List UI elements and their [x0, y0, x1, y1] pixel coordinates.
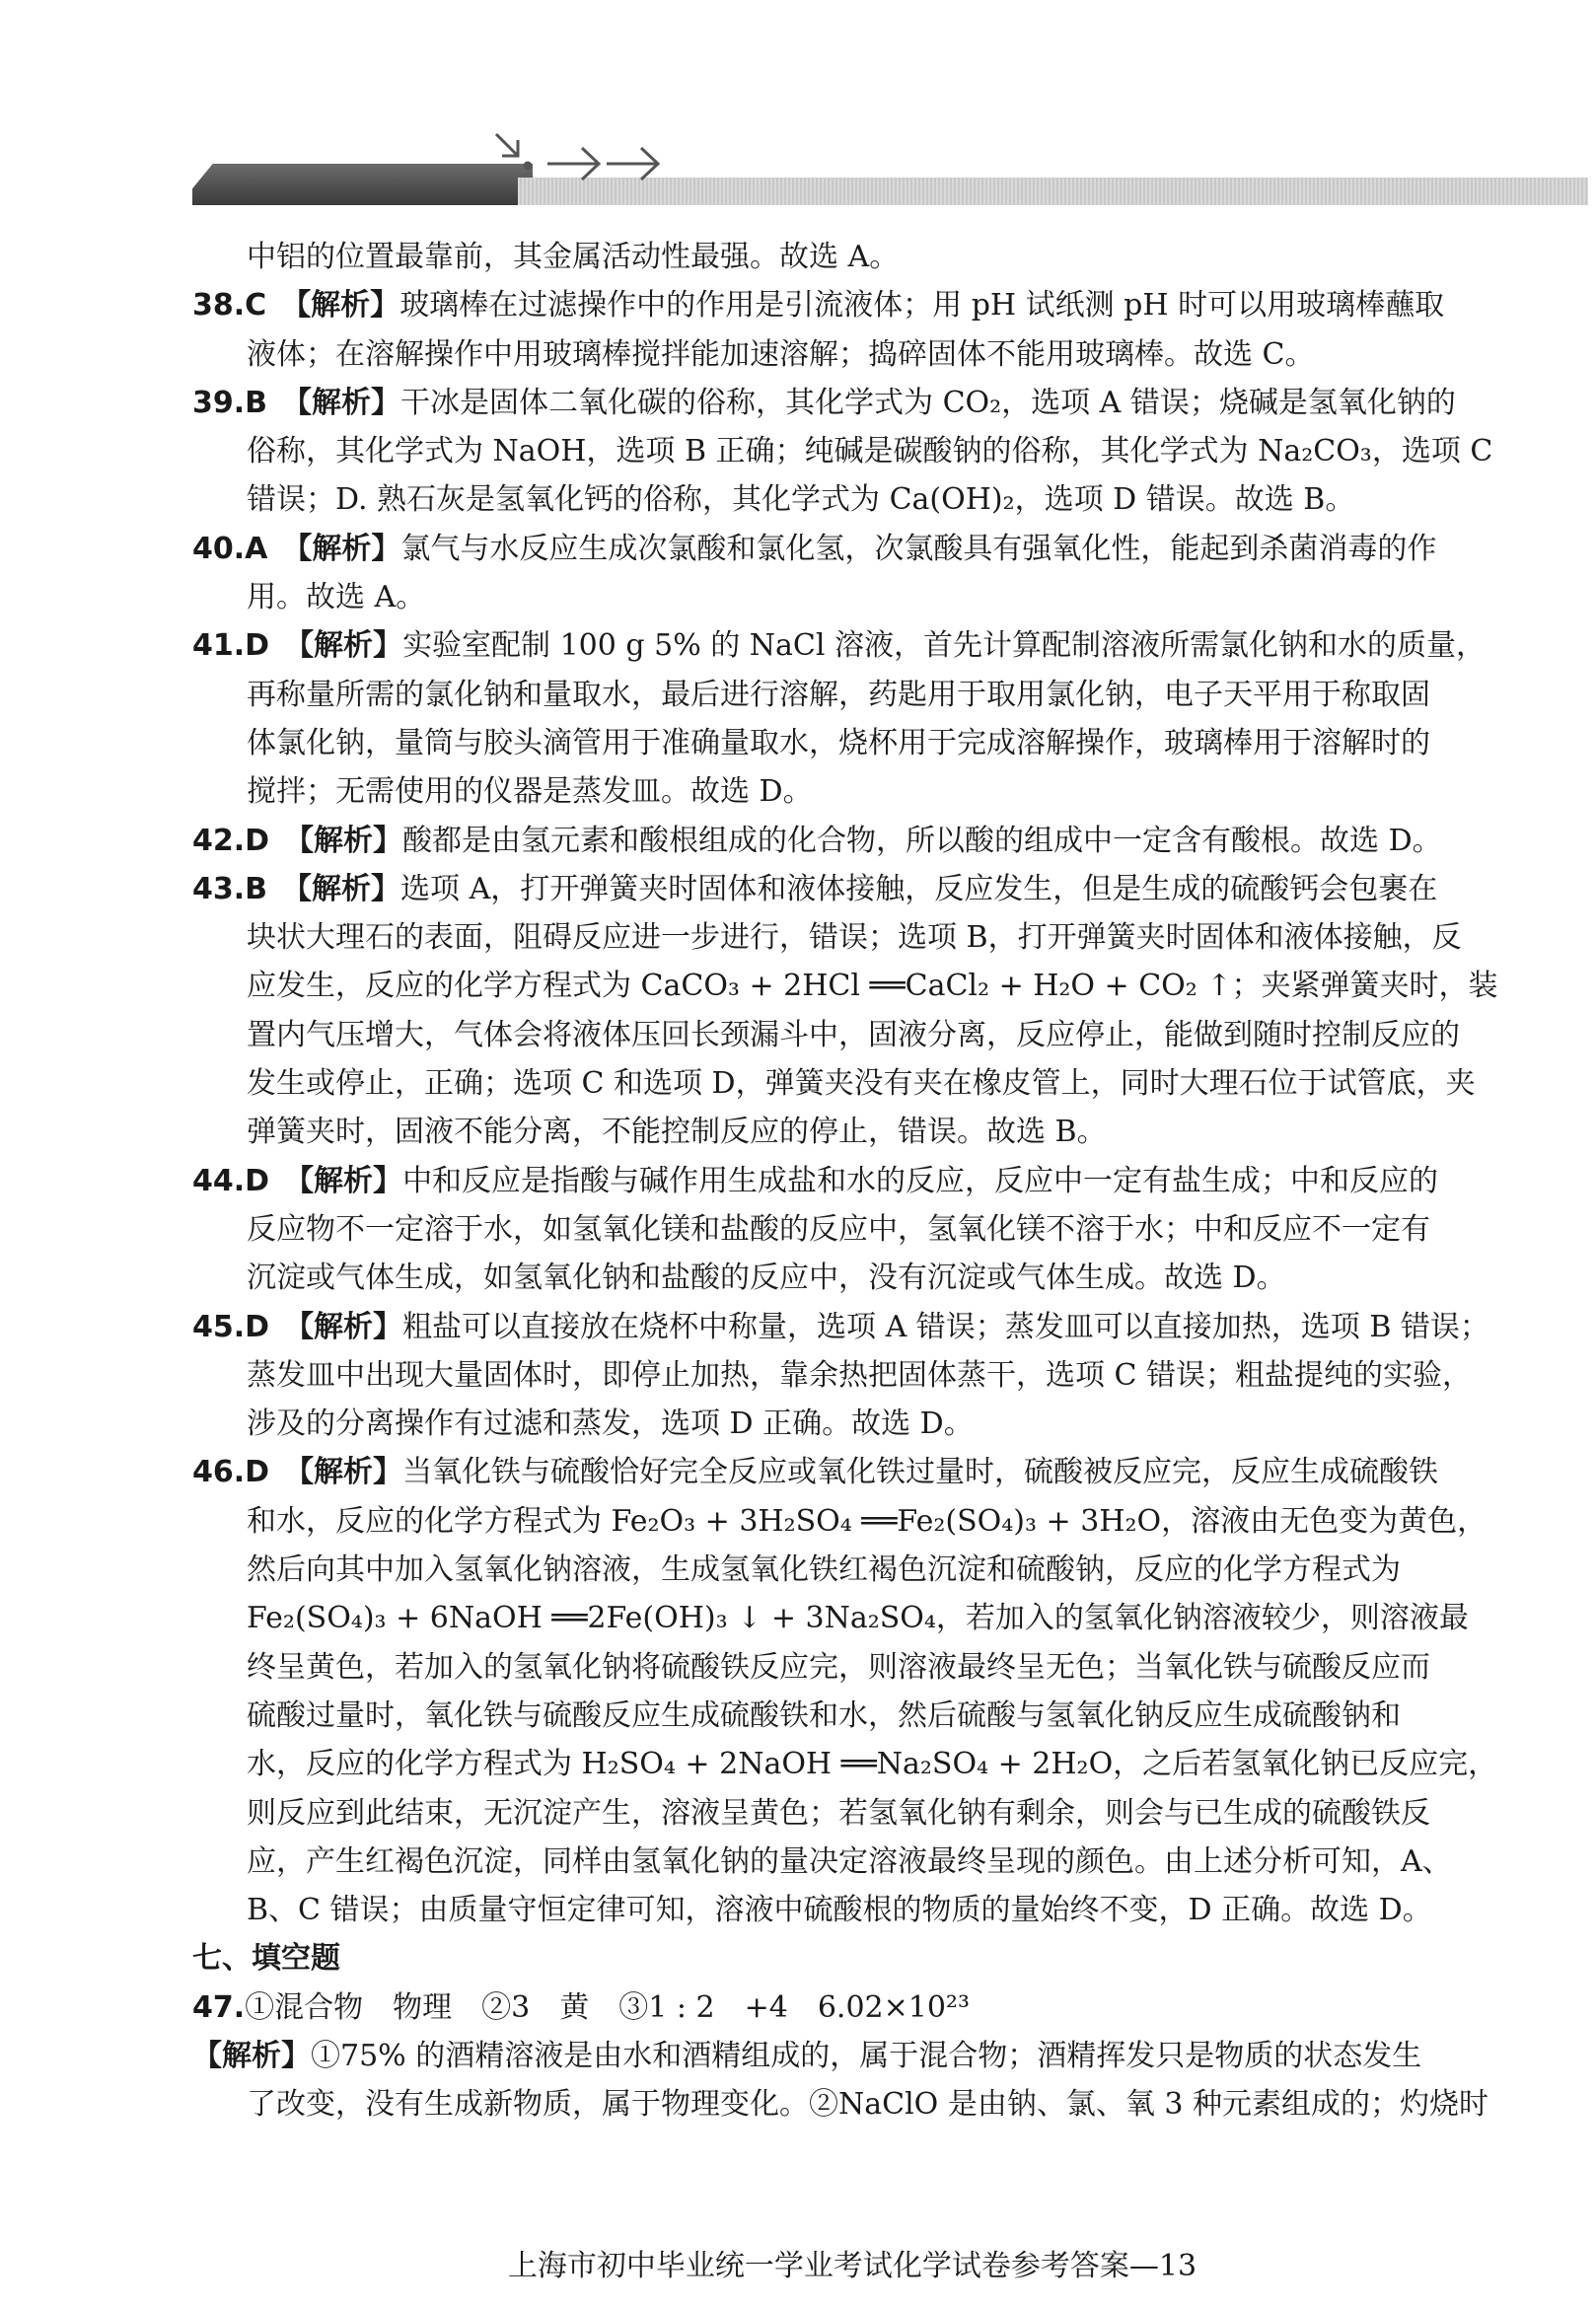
analysis-tag: 【解析】 [299, 1309, 403, 1344]
question-number: 39. [192, 385, 246, 420]
question-line [192, 1983, 1554, 2032]
analysis-tag: 【解析】 [297, 385, 401, 420]
analysis-tag: 【解析】 [297, 871, 401, 906]
question-number: 43. [192, 871, 246, 906]
continuation-line [192, 1886, 1554, 1934]
answer-text: 置内气压增大，气体会将液体压回长颈漏斗中，固液分离，反应停止，能做到随时控制反应的 [247, 1017, 1460, 1052]
continuation-line [192, 962, 1554, 1010]
answer-text: 干冰是固体二氧化碳的俗称，其化学式为 CO₂，选项 A 错误；烧碱是氢氧化钠的 [400, 385, 1456, 420]
question-line [192, 1157, 1554, 1205]
analysis-line [192, 2032, 1554, 2080]
continuation-line [192, 1108, 1554, 1156]
question-number: 41. [192, 628, 246, 664]
continuation-line [192, 1351, 1554, 1400]
answer-text: 应发生，反应的化学方程式为 CaCO₃ + 2HCl ══CaCl₂ + H₂O + CO₂ ↑；夹紧弹簧夹时，装 [247, 969, 1498, 1004]
continuation-line [192, 1789, 1554, 1838]
answer-text: 搅拌；无需使用的仪器是蒸发皿。故选 D。 [247, 774, 813, 810]
answer-letter: C [245, 288, 267, 324]
answer-letter: A [245, 531, 268, 566]
answer-text: 中铝的位置最靠前，其金属活动性最强。故选 A。 [247, 240, 900, 274]
section-title [192, 1934, 1554, 1983]
continuation-line [192, 719, 1554, 767]
question-line [192, 1448, 1554, 1496]
continuation-line [192, 573, 1554, 621]
continuation-line [192, 1643, 1554, 1692]
continuation-line [192, 2080, 1554, 2128]
continuation-line [192, 913, 1554, 962]
answer-text: 粗盐可以直接放在烧杯中称量，选项 A 错误；蒸发皿可以直接加热，选项 B 错误； [402, 1309, 1489, 1344]
analysis-tag: 【解析】 [299, 628, 403, 664]
question-number: 46. [192, 1455, 246, 1490]
answer-text: 中和反应是指酸与碱作用生成盐和水的反应，反应中一定有盐生成；中和反应的 [402, 1163, 1439, 1198]
continuation-line [192, 1011, 1554, 1059]
question-line [192, 865, 1554, 913]
answer-text: 氯气与水反应生成次氯酸和氯化氢，次氯酸具有强氧化性，能起到杀菌消毒的作 [400, 531, 1437, 566]
continuation-line [192, 427, 1554, 475]
answer-text: 体氯化钠，量筒与胶头滴管用于准确量取水，烧杯用于完成溶解操作，玻璃棒用于溶解时的 [247, 725, 1430, 760]
question-line [192, 1303, 1554, 1351]
answer-text: 选项 A，打开弹簧夹时固体和液体接触，反应发生，但是生成的硫酸钙会包裹在 [400, 871, 1438, 906]
answer-letter: D [245, 628, 270, 664]
answer-text: 蒸发皿中出现大量固体时，即停止加热，靠余热把固体蒸干，选项 C 错误；粗盐提纯的实验， [247, 1357, 1473, 1393]
answer-text: 发生或停止，正确；选项 C 和选项 D，弹簧夹没有夹在橡皮管上，同时大理石位于试管底，夹 [247, 1066, 1476, 1102]
answer-content [192, 233, 1554, 2129]
answer-letter: D [245, 1163, 270, 1198]
answer-text: 涉及的分离操作有过滤和蒸发，选项 D 正确。故选 D。 [247, 1406, 974, 1442]
continuation-line [192, 671, 1554, 719]
continuation-line [192, 475, 1554, 524]
continuation-line [192, 233, 1554, 281]
answer-letter: B [245, 385, 268, 420]
continuation-line [192, 1692, 1554, 1740]
question-line [192, 379, 1554, 427]
analysis-tag: 【解析】 [299, 1455, 403, 1490]
question-number: 44. [192, 1163, 246, 1198]
answer-text: 水，反应的化学方程式为 H₂SO₄ + 2NaOH ══Na₂SO₄ + 2H₂O，之后若氢氧化钠已反应完， [247, 1747, 1498, 1782]
question-number: 42. [192, 823, 246, 858]
answer-text: Fe₂(SO₄)₃ + 6NaOH ══2Fe(OH)₃ ↓ + 3Na₂SO₄，若加入的氢氧化钠溶液较少，则溶液最 [247, 1601, 1469, 1636]
continuation-line [192, 1838, 1554, 1886]
continuation-line [192, 767, 1554, 816]
answer-text: 块状大理石的表面，阻碍反应进一步进行，错误；选项 B，打开弹簧夹时固体和液体接触，反 [247, 920, 1462, 956]
arrows-icon [488, 126, 686, 185]
continuation-line [192, 1205, 1554, 1254]
analysis-tag: 【解析】 [192, 2038, 311, 2073]
answer-text: 硫酸过量时，氧化铁与硫酸反应生成硫酸铁和水，然后硫酸与氢氧化钠反应生成硫酸钠和 [247, 1697, 1401, 1733]
answer-text: 了改变，没有生成新物质，属于物理变化。②NaClO 是由钠、氯、氧 3 种元素组成的；灼烧时 [247, 2087, 1488, 2123]
continuation-line [192, 330, 1554, 379]
question-number: 47. [192, 1989, 246, 2025]
answer-text: 沉淀或气体生成，如氢氧化钠和盐酸的反应中，没有沉淀或气体生成。故选 D。 [247, 1261, 1286, 1296]
answer-text: 应，产生红褐色沉淀，同样由氢氧化钠的量决定溶液最终呈现的颜色。由上述分析可知，A、 [247, 1843, 1452, 1879]
answer-letter: D [245, 823, 270, 858]
question-number: 45. [192, 1309, 246, 1344]
question-number: 40. [192, 531, 246, 566]
analysis-tag: 【解析】 [296, 288, 400, 324]
answer-text: 反应物不一定溶于水，如氢氧化镁和盐酸的反应中，氢氧化镁不溶于水；中和反应不一定有 [247, 1211, 1430, 1247]
header-decoration [192, 164, 1588, 205]
continuation-line [192, 1400, 1554, 1448]
answer-text: 错误；D. 熟石灰是氢氧化钙的俗称，其化学式为 Ca(OH)₂，选项 D 错误。故选 B。 [247, 482, 1355, 518]
analysis-tag: 【解析】 [297, 531, 401, 566]
answer-text: 终呈黄色，若加入的氢氧化钠将硫酸铁反应完，则溶液最终呈无色；当氧化铁与硫酸反应而 [247, 1649, 1430, 1685]
continuation-line [192, 1740, 1554, 1788]
answer-letter: B [245, 871, 268, 906]
answer-text: 玻璃棒在过滤操作中的作用是引流液体；用 pH 试纸测 pH 时可以用玻璃棒蘸取 [399, 288, 1445, 324]
answer-text: 当氧化铁与硫酸恰好完全反应或氧化铁过量时，硫酸被反应完，反应生成硫酸铁 [402, 1455, 1439, 1490]
answer-text: B、C 错误；由质量守恒定律可知，溶液中硫酸根的物质的量始终不变，D 正确。故选 D。 [247, 1893, 1432, 1928]
continuation-line [192, 1059, 1554, 1108]
answer-text: 然后向其中加入氢氧化钠溶液，生成氢氧化铁红褐色沉淀和硫酸钠，反应的化学方程式为 [247, 1552, 1401, 1588]
question-line [192, 281, 1554, 329]
question-line [192, 621, 1554, 670]
section-heading: 七、填空题 [192, 1941, 340, 1977]
answer-text: 则反应到此结束，无沉淀产生，溶液呈黄色；若氢氧化钠有剩余，则会与已生成的硫酸铁反 [247, 1795, 1430, 1831]
answer-text: 液体；在溶解操作中用玻璃棒搅拌能加速溶解；捣碎固体不能用玻璃棒。故选 C。 [247, 336, 1315, 372]
analysis-tag: 【解析】 [299, 823, 403, 858]
continuation-line [192, 1497, 1554, 1546]
header-dark-band [192, 164, 533, 205]
continuation-line [192, 1546, 1554, 1594]
answer-text: 实验室配制 100 g 5% 的 NaCl 溶液，首先计算配制溶液所需氯化钠和水的质量， [402, 628, 1487, 664]
answer-text: 弹簧夹时，固液不能分离，不能控制反应的停止，错误。故选 B。 [247, 1115, 1107, 1150]
answer-letter: D [245, 1309, 270, 1344]
answer-letter: D [245, 1455, 270, 1490]
page-footer: 上海市初中毕业统一学业考试化学试卷参考答案—13 [507, 2249, 1197, 2283]
continuation-line [192, 1594, 1554, 1642]
question-number: 38. [192, 288, 246, 324]
answer-text: 用。故选 A。 [247, 580, 426, 615]
question-line [192, 817, 1554, 865]
answer-text: ①混合物 物理 ②3 黄 ③1 : 2 +4 6.02×10²³ [245, 1989, 970, 2025]
answer-text: ①75% 的酒精溶液是由水和酒精组成的，属于混合物；酒精挥发只是物质的状态发生 [311, 2038, 1422, 2073]
analysis-tag: 【解析】 [299, 1163, 403, 1198]
answer-text: 和水，反应的化学方程式为 Fe₂O₃ + 3H₂SO₄ ══Fe₂(SO₄)₃ + 3H₂O，溶液由无色变为黄色， [247, 1503, 1487, 1539]
answer-text: 再称量所需的氯化钠和量取水，最后进行溶解，药匙用于取用氯化钠，电子天平用于称取固 [247, 677, 1430, 712]
continuation-line [192, 1254, 1554, 1302]
answer-text: 俗称，其化学式为 NaOH，选项 B 正确；纯碱是碳酸钠的俗称，其化学式为 Na₂CO₃，选项 C [247, 434, 1493, 469]
answer-text: 酸都是由氢元素和酸根组成的化合物，所以酸的组成中一定含有酸根。故选 D。 [402, 823, 1442, 858]
question-line [192, 525, 1554, 573]
